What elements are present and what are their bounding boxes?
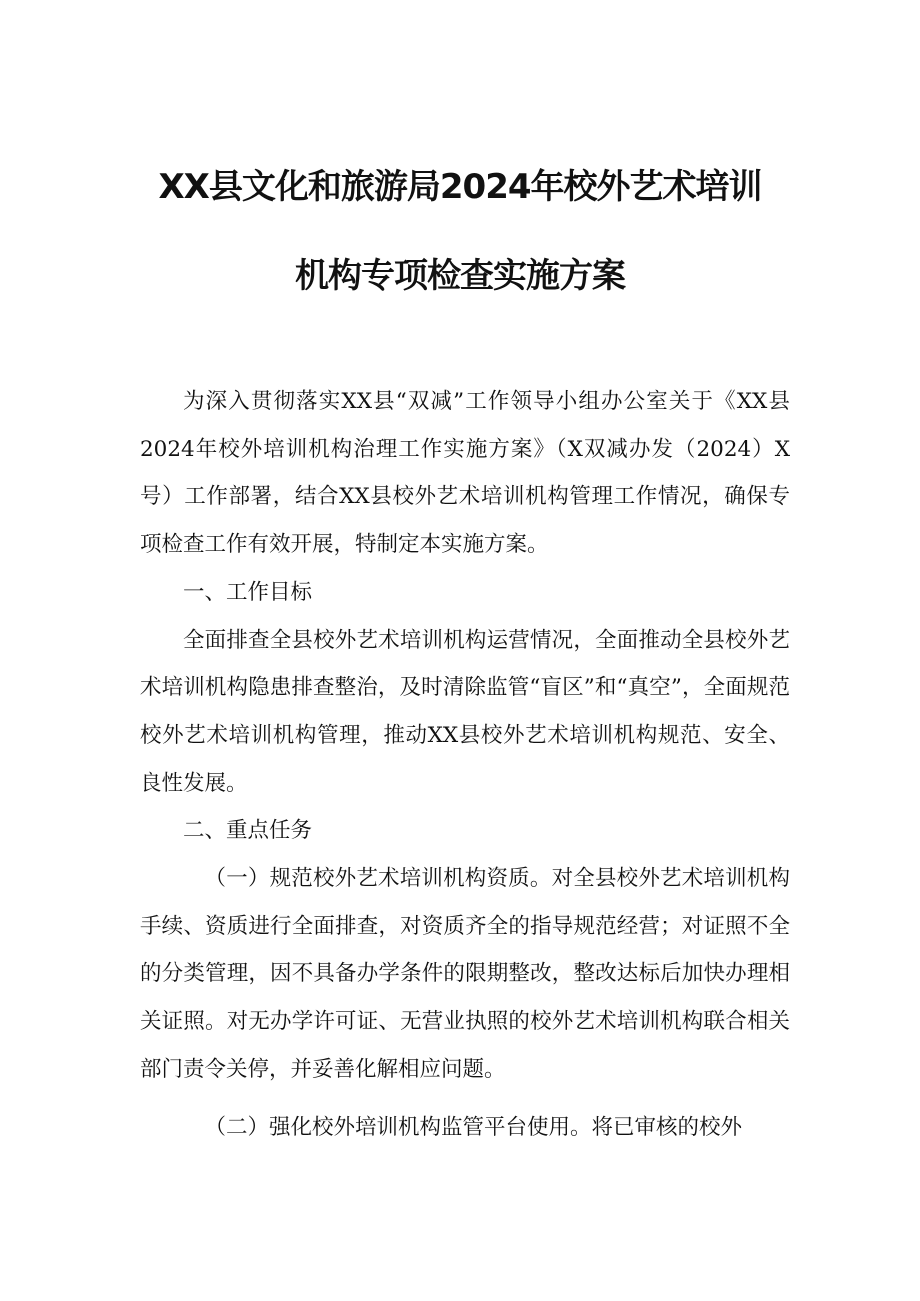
document-title-line-2: 机构专项检查实施方案 [295, 256, 625, 296]
work-goals-paragraph: 全面排查全县校外艺术培训机构运营情况，全面推动全县校外艺术培训机构隐患排查整治，及时清除监管“盲区”和“真空”，全面规范校外艺术培训机构管理，推动XX县校外艺术培训机构规范、安全、良性发展。 [140, 627, 790, 796]
section-heading-work-goals: 一、工作目标 [183, 579, 313, 605]
intro-paragraph: 为深入贯彻落实XX县“双减”工作领导小组办公室关于《XX县2024年校外培训机构治理工作实施方案》（X双减办发（2024）X号）工作部署，结合XX县校外艺术培训机构管理工作情况，确保专项检查工作有效开展，特制定本实施方案。 [140, 389, 790, 558]
document-title-line-1: XX县文化和旅游局2024年校外艺术培训 [158, 167, 762, 207]
task-1-paragraph: （一）规范校外艺术培训机构资质。对全县校外艺术培训机构手续、资质进行全面排查，对资质齐全的指导规范经营；对证照不全的分类管理，因不具备办学条件的限期整改，整改达标后加快办理相关证照。对无办学许可证、无营业执照的校外艺术培训机构联合相关部门责令关停，并妥善化解相应问题。 [140, 866, 790, 1082]
section-heading-key-tasks: 二、重点任务 [183, 818, 313, 844]
document-body [140, 378, 790, 1151]
task-2-paragraph: （二）强化校外培训机构监管平台使用。将已审核的校外 [204, 1114, 743, 1140]
